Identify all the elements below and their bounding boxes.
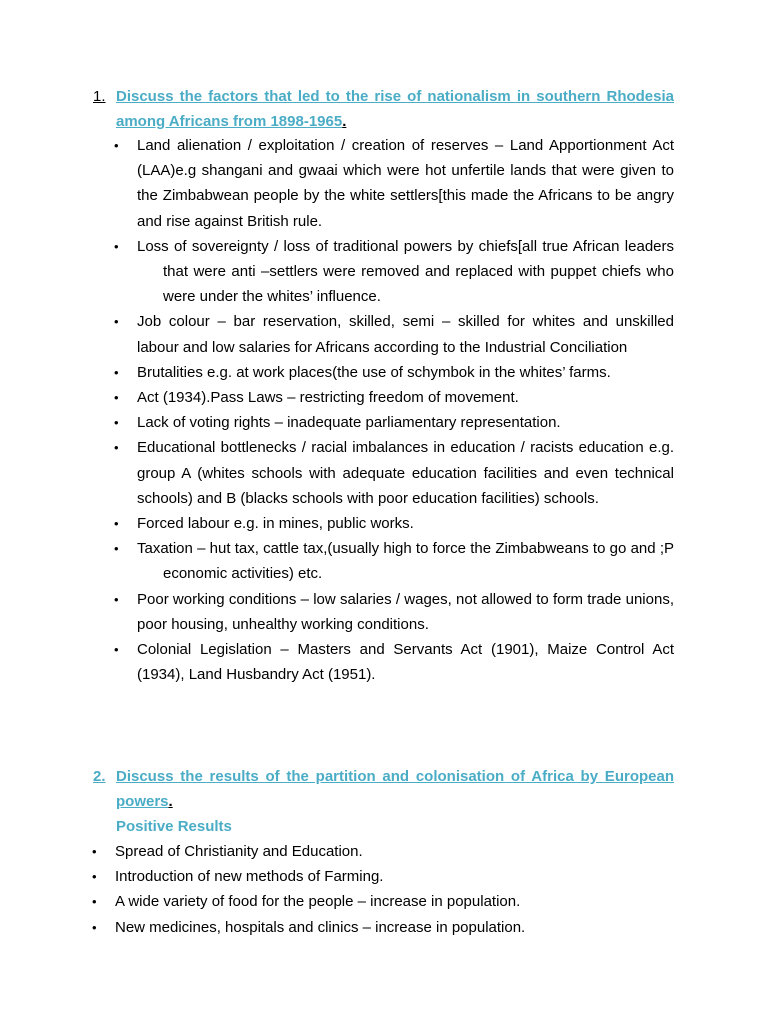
question-2-list bbox=[92, 839, 675, 940]
bullet-icon: • bbox=[92, 844, 97, 859]
positive-results-heading: Positive Results bbox=[116, 818, 232, 835]
question-2-title-block bbox=[116, 764, 674, 814]
question-1-title: Discuss the factors that led to the rise of nationalism in southern Rhodesia among Africans from 1898-1965 bbox=[116, 88, 674, 130]
question-1-number: 1. bbox=[93, 88, 106, 105]
list-item: • Brutalities e.g. at work places(the use of schymbok in the whites’ farms. bbox=[137, 360, 674, 385]
list-item: • Spread of Christianity and Education. bbox=[115, 839, 675, 864]
list-item: • Taxation – hut tax, cattle tax,(usually high to force the Zimbabweans to go and ;P economic activities) etc. bbox=[137, 536, 674, 586]
list-item: • New medicines, hospitals and clinics – increase in population. bbox=[115, 915, 675, 940]
list-item: • Loss of sovereignty / loss of traditional powers by chiefs[all true African leaders that were anti –settlers were removed and replaced with puppet chiefs who were under the whites’ influence. bbox=[137, 234, 674, 310]
list-item: • Introduction of new methods of Farming. bbox=[115, 864, 675, 889]
question-2-end: . bbox=[168, 793, 173, 810]
bullet-icon: • bbox=[114, 516, 119, 532]
list-item: • Forced labour e.g. in mines, public works. bbox=[137, 511, 674, 536]
bullet-icon: • bbox=[114, 440, 119, 456]
list-item: • A wide variety of food for the people – increase in population. bbox=[115, 889, 675, 914]
bullet-icon: • bbox=[114, 238, 119, 254]
list-item: • Poor working conditions – low salaries / wages, not allowed to form trade unions, poor housing, unhealthy working conditions. bbox=[137, 587, 674, 637]
question-2-title: Discuss the results of the partition and colonisation of Africa by European powers bbox=[116, 768, 674, 810]
list-item: • Land alienation / exploitation / creation of reserves – Land Apportionment Act (LAA)e.g shangani and gwaai which were hot unfertile lands that were given to the Zimbabwean people by the white settlers[this made the Africans to be angry and rise against British rule. bbox=[137, 133, 674, 234]
question-1-end: . bbox=[342, 113, 347, 130]
bullet-icon: • bbox=[92, 919, 97, 935]
bullet-icon: • bbox=[114, 642, 119, 658]
bullet-icon: • bbox=[92, 869, 97, 885]
question-2-number: 2. bbox=[93, 768, 106, 785]
bullet-icon: • bbox=[114, 541, 119, 557]
bullet-icon: • bbox=[114, 364, 119, 380]
bullet-icon: • bbox=[114, 314, 119, 330]
question-2-heading bbox=[93, 764, 674, 814]
bullet-icon: • bbox=[114, 415, 119, 431]
list-item: • Lack of voting rights – inadequate parliamentary representation. bbox=[137, 410, 674, 435]
list-item: • Act (1934).Pass Laws – restricting freedom of movement. bbox=[137, 385, 674, 410]
bullet-icon: • bbox=[114, 138, 119, 153]
list-item: • Educational bottlenecks / racial imbalances in education / racists education e.g. group A (whites schools with adequate education facilities and even technical schools) and B (blacks schools with poor education facilities) schools. bbox=[137, 435, 674, 511]
list-item: • Job colour – bar reservation, skilled, semi – skilled for whites and unskilled labour and low salaries for Africans according to the Industrial Conciliation bbox=[137, 309, 674, 359]
question-1-list bbox=[114, 133, 674, 687]
question-1-heading bbox=[93, 84, 674, 134]
list-item: • Colonial Legislation – Masters and Servants Act (1901), Maize Control Act (1934), Land Husbandry Act (1951). bbox=[137, 637, 674, 687]
bullet-icon: • bbox=[114, 390, 119, 406]
question-1-title-block bbox=[116, 84, 674, 134]
bullet-icon: • bbox=[92, 894, 97, 910]
bullet-icon: • bbox=[114, 591, 119, 607]
